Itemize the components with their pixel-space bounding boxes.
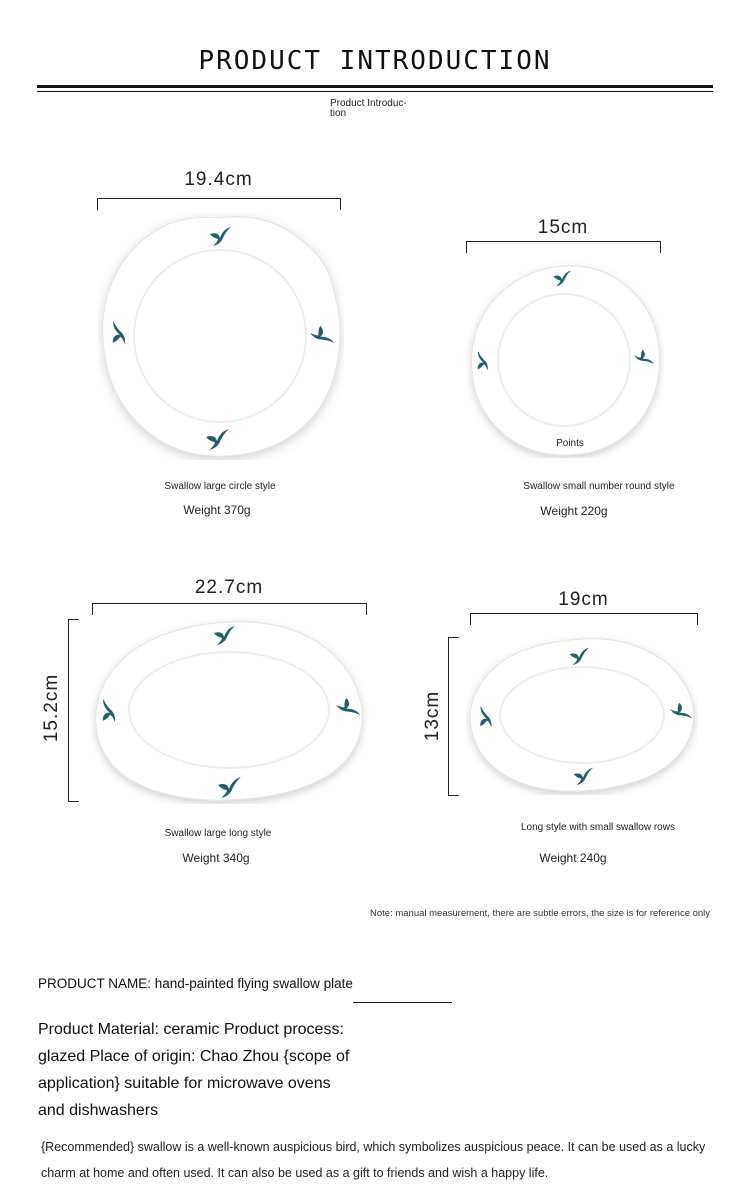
title-rule-thick	[37, 85, 713, 88]
plate-1-style-label: Swallow large circle style	[164, 481, 276, 492]
plate-4-height-bracket	[448, 637, 459, 796]
plate-3-height-label: 15.2cm	[41, 673, 62, 743]
plate-2-width-bracket	[466, 241, 661, 253]
plate-1-width-bracket	[97, 198, 341, 210]
plate-3-width-label: 22.7cm	[194, 577, 264, 598]
plate-3-image	[90, 618, 368, 804]
plate-1-image	[98, 212, 344, 460]
plate-4-weight: Weight 240g	[539, 851, 607, 865]
plate-2-width-label: 15cm	[537, 217, 589, 238]
plate-4-style-label: Long style with small swallow rows	[521, 822, 675, 833]
measurement-note: Note: manual measurement, there are subtle errors, the size is for reference only	[370, 908, 711, 919]
title-rule-thin	[37, 91, 713, 92]
plate-1-width-label: 19.4cm	[184, 169, 253, 190]
page-subtitle: Product Introduc-tion	[330, 98, 407, 119]
product-name: PRODUCT NAME: hand-painted flying swallow plate	[38, 976, 353, 991]
plate-4-width-label: 19cm	[558, 589, 609, 610]
plate-1-weight: Weight 370g	[183, 503, 251, 517]
plate-2-image	[466, 262, 664, 458]
plate-2-overlay-text: Points	[556, 438, 584, 449]
plate-2-style-label: Swallow small number round style	[523, 481, 675, 492]
product-details: Product Material: ceramic Product process: glazed Place of origin: Chao Zhou {scope of application} suitable for microwave ovens and dishwashers	[38, 1021, 350, 1119]
plate-2-weight: Weight 220g	[540, 504, 608, 518]
plate-3-width-bracket	[92, 603, 367, 615]
page-title: PRODUCT INTRODUCTION	[198, 46, 552, 76]
plate-4-image	[466, 635, 698, 795]
product-recommendation: {Recommended} swallow is a well-known auspicious bird, which symbolizes auspicious peace. It can be used as a lucky charm at home and often used. It can also be used as a gift to friends and wish a happy life.	[41, 1140, 706, 1180]
plate-3-weight: Weight 340g	[182, 851, 250, 865]
plate-3-height-bracket	[68, 619, 79, 802]
plate-4-height-label: 13cm	[422, 690, 443, 742]
product-name-underline	[353, 1002, 452, 1003]
plate-3-style-label: Swallow large long style	[164, 828, 272, 839]
plate-4-width-bracket	[470, 613, 698, 625]
